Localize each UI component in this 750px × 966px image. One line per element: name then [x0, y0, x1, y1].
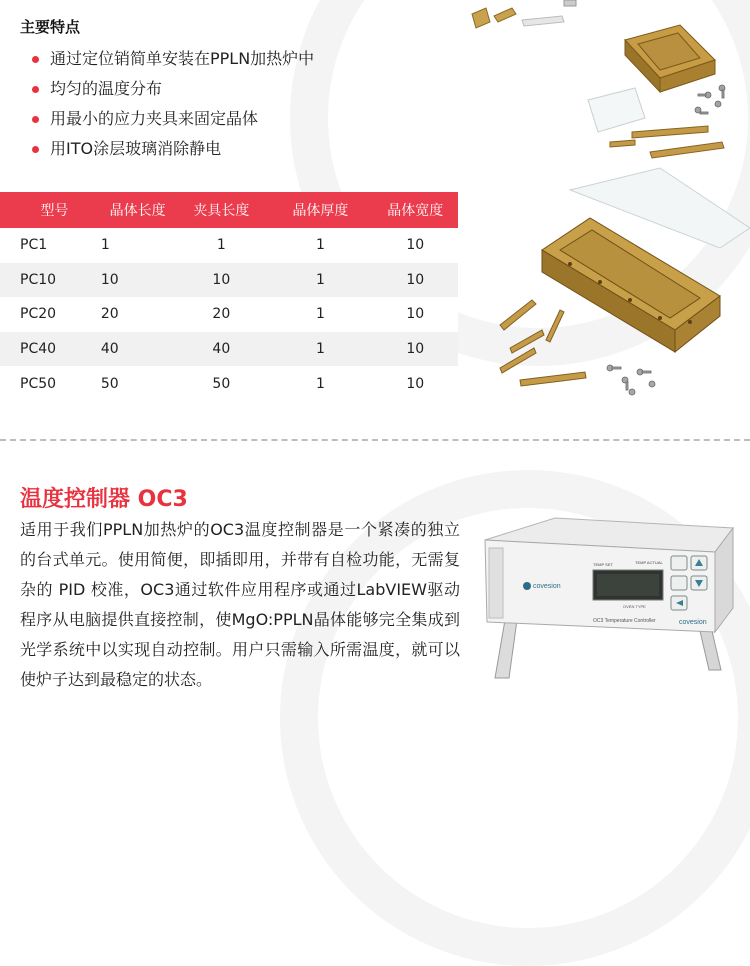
cell-crystal-width: 10: [372, 228, 458, 263]
cell-crystal-length: 1: [89, 228, 174, 263]
feature-item: 用ITO涂层玻璃消除静电: [28, 134, 314, 164]
spec-table: [0, 192, 458, 401]
brand-label-bottom: covesion: [679, 619, 707, 626]
header-holder-length: 夹具长度: [174, 192, 268, 228]
controller-leg-left: [495, 620, 517, 678]
table-row: [0, 263, 458, 298]
cell-crystal-thickness: 1: [268, 228, 372, 263]
cell-crystal-width: 10: [372, 332, 458, 367]
temp-set-label: TEMP SET: [593, 562, 613, 567]
lower-spring-strips: [500, 300, 586, 386]
oc3-description: 适用于我们PPLN加热炉的OC3温度控制器是一个紧凑的独立的台式单元。使用简便，即插即用，并带有自检功能，无需复杂的 PID 校准，OC3通过软件应用程序或通过LabVIEW驱动程序从电脑提供直接控制，使MgO:PPLN晶体能够完全集成到光学系统中以实现自动控制。用户只需输入所需温度，就可以使炉子达到最稳定的状态。: [20, 520, 460, 689]
model-label: OC3 Temperature Controller: [593, 618, 656, 624]
header-crystal-thickness: 晶体厚度: [268, 192, 372, 228]
header-model: 型号: [0, 192, 89, 228]
table-header-row: [0, 192, 458, 228]
cell-holder-length: 40: [174, 332, 268, 367]
spring-strips: [610, 126, 724, 158]
screws-bottom: [607, 365, 655, 395]
cell-model: PC40: [0, 332, 89, 367]
table-row: [0, 228, 458, 263]
cell-crystal-length: 50: [89, 366, 174, 401]
oc3-controller-image: [465, 500, 750, 690]
cell-crystal-length: 20: [89, 297, 174, 332]
features-list: [28, 44, 314, 164]
cell-crystal-thickness: 1: [268, 366, 372, 401]
cell-holder-length: 50: [174, 366, 268, 401]
table-row: [0, 297, 458, 332]
brand-label-left: covesion: [533, 583, 561, 590]
feature-item: 通过定位销简单安装在PPLN加热炉中: [28, 44, 314, 74]
screws-top: [695, 85, 725, 114]
header-crystal-length: 晶体长度: [89, 192, 174, 228]
cell-crystal-width: 10: [372, 366, 458, 401]
table-row: [0, 366, 458, 401]
covesion-logo-icon: [523, 582, 531, 590]
cell-crystal-width: 10: [372, 263, 458, 298]
oven-type-label: OVEN TYPE: [623, 604, 646, 609]
cell-model: PC50: [0, 366, 89, 401]
feature-item: 均匀的温度分布: [28, 74, 314, 104]
section-divider: [0, 439, 750, 441]
table-row: [0, 332, 458, 367]
cell-model: PC10: [0, 263, 89, 298]
cell-crystal-thickness: 1: [268, 297, 372, 332]
cell-holder-length: 10: [174, 263, 268, 298]
temp-actual-label: TEMP ACTUAL: [635, 560, 663, 565]
cell-model: PC1: [0, 228, 89, 263]
header-crystal-width: 晶体宽度: [372, 192, 458, 228]
small-brackets: [472, 0, 576, 28]
oc3-title: 温度控制器 OC3: [20, 487, 188, 512]
cell-model: PC20: [0, 297, 89, 332]
cell-crystal-thickness: 1: [268, 332, 372, 367]
feature-item: 用最小的应力夹具来固定晶体: [28, 104, 314, 134]
cell-holder-length: 20: [174, 297, 268, 332]
cell-crystal-length: 10: [89, 263, 174, 298]
crystal-holder-parts-image: [460, 0, 750, 430]
cell-holder-length: 1: [174, 228, 268, 263]
cell-crystal-thickness: 1: [268, 263, 372, 298]
features-title: 主要特点: [20, 18, 81, 36]
cell-crystal-length: 40: [89, 332, 174, 367]
cell-crystal-width: 10: [372, 297, 458, 332]
small-ito-glass: [588, 88, 645, 132]
small-brass-holder: [625, 25, 715, 92]
